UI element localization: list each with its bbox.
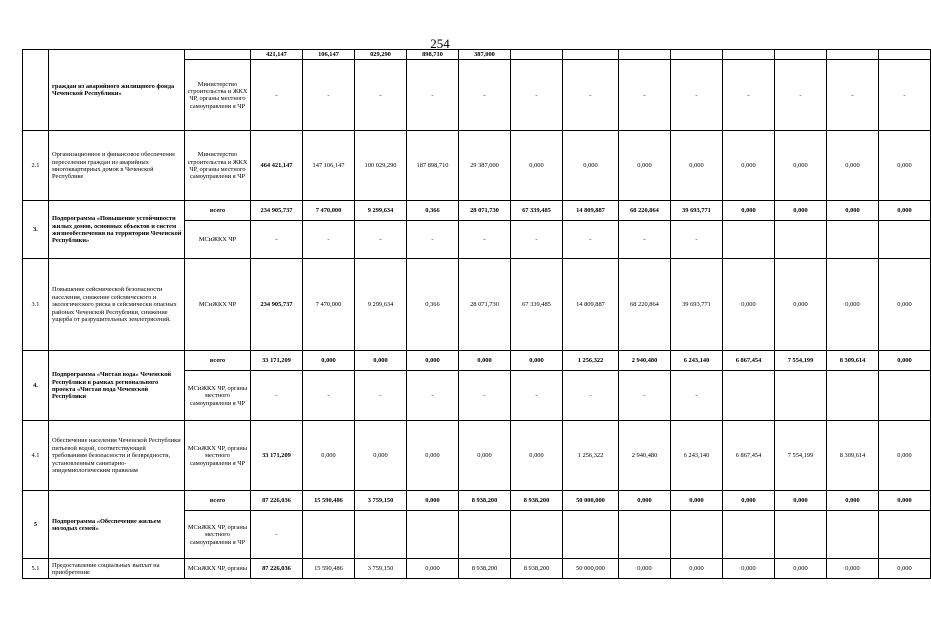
table-row <box>23 50 931 60</box>
value-cell: 0,000 <box>879 421 931 491</box>
value-cell: 2 940,480 <box>619 421 671 491</box>
value-cell: 234 905,737 <box>251 201 303 221</box>
value-cell: 0,000 <box>723 559 775 579</box>
subprogram-name-cell: Подпрограмма «Чистая вода» Чеченской Республики в рамках регионального проекта «Чистая вода Чеченской Республики <box>49 351 185 421</box>
executor-cell: МСиЖКХ ЧР, органы местного самоуправлени я ЧР <box>185 421 251 491</box>
value-cell: 3 759,150 <box>355 491 407 511</box>
value-cell: 8 309,614 <box>827 421 879 491</box>
activity-name-cell: Предоставление социальных выплат на приобретение <box>49 559 185 579</box>
executor-cell: МСиЖКХ ЧР, органы <box>185 559 251 579</box>
value-cell: 0,000 <box>511 131 563 201</box>
value-cell: 0,000 <box>303 351 355 371</box>
value-cell: 0,000 <box>619 559 671 579</box>
value-cell: 0,000 <box>827 201 879 221</box>
value-cell: 0,000 <box>879 131 931 201</box>
total-label-cell: всего <box>185 201 251 221</box>
value-cell <box>619 50 671 60</box>
activity-name-cell: Повышение сейсмической безопасности населения, снижение сейсмического и экологического риска в сейсмически опасных районах Чеченской Республики, снижение ущерба от разрушительных землетрясений. <box>49 259 185 351</box>
value-cell: 9 299,634 <box>355 259 407 351</box>
value-cell: 50 000,000 <box>563 491 619 511</box>
dash-cell: - <box>407 221 459 259</box>
row-number-cell: 2.1 <box>23 131 49 201</box>
value-cell: 7 554,199 <box>775 421 827 491</box>
value-cell: 3 759,150 <box>355 559 407 579</box>
value-cell: 0,000 <box>407 421 459 491</box>
value-cell: 464 421,147 <box>251 131 303 201</box>
value-cell: 898,710 <box>407 50 459 60</box>
value-cell: 7 470,000 <box>303 259 355 351</box>
value-cell <box>723 371 775 421</box>
value-cell <box>775 50 827 60</box>
value-cell <box>511 511 563 559</box>
dash-cell: - <box>511 221 563 259</box>
value-cell <box>723 221 775 259</box>
value-cell: 39 693,771 <box>671 201 723 221</box>
value-cell: 6 867,454 <box>723 421 775 491</box>
dash-cell: - <box>619 221 671 259</box>
executor-cell: МСиЖКХ ЧР, органы местного самоуправлени я ЧР <box>185 511 251 559</box>
value-cell <box>775 371 827 421</box>
value-cell <box>723 50 775 60</box>
dash-cell: - <box>303 371 355 421</box>
subprogram-name-cell: Подпрограмма «Обеспечение жильем молодых семей» <box>49 491 185 559</box>
value-cell: 0,000 <box>879 351 931 371</box>
value-cell: 0,000 <box>671 559 723 579</box>
value-cell: 50 000,000 <box>563 559 619 579</box>
dash-cell: - <box>563 221 619 259</box>
value-cell: 0,000 <box>827 491 879 511</box>
value-cell: 0,000 <box>511 351 563 371</box>
value-cell: 14 809,887 <box>563 201 619 221</box>
executor-cell: Министерство строительства и ЖКХ ЧР, органы местного самоуправлени я ЧР <box>185 60 251 131</box>
value-cell: 15 590,486 <box>303 559 355 579</box>
value-cell: 33 171,209 <box>251 421 303 491</box>
value-cell <box>827 50 879 60</box>
value-cell <box>879 511 931 559</box>
dash-cell: - <box>303 221 355 259</box>
value-cell: 029,290 <box>355 50 407 60</box>
value-cell: 0,000 <box>827 131 879 201</box>
dash-cell: - <box>459 371 511 421</box>
value-cell: 0,000 <box>723 131 775 201</box>
value-cell: 0,000 <box>827 559 879 579</box>
value-cell: 87 226,036 <box>251 559 303 579</box>
page-number: 254 <box>430 36 450 51</box>
value-cell: 68 220,864 <box>619 201 671 221</box>
value-cell: 0,000 <box>723 201 775 221</box>
value-cell: 67 339,485 <box>511 201 563 221</box>
dash-cell: - <box>407 371 459 421</box>
subprogram-name-cell: Подпрограмма «Повышение устойчивости жилых домов, основных объектов и систем жизнеобеспечения на территории Чеченской Республики» <box>49 201 185 259</box>
value-cell: 8 938,200 <box>511 559 563 579</box>
value-cell: 0,366 <box>407 201 459 221</box>
dash-cell: - <box>879 60 931 131</box>
value-cell: 0,000 <box>775 259 827 351</box>
value-cell: 0,000 <box>355 421 407 491</box>
executor-cell <box>185 50 251 60</box>
value-cell <box>827 511 879 559</box>
dash-cell: - <box>251 60 303 131</box>
dash-cell: - <box>671 221 723 259</box>
dash-cell: - <box>355 60 407 131</box>
value-cell <box>723 511 775 559</box>
value-cell: 0,000 <box>775 491 827 511</box>
row-number-cell: 3.1 <box>23 259 49 351</box>
value-cell: 8 309,614 <box>827 351 879 371</box>
dash-cell: - <box>251 371 303 421</box>
executor-cell: Министерство строительства и ЖКХ ЧР, органы местного самоуправлени я ЧР <box>185 131 251 201</box>
value-cell <box>879 221 931 259</box>
program-name-cell: граждан из аварийного жилищного фонда Чеченской Республики» <box>49 50 185 131</box>
value-cell <box>879 50 931 60</box>
value-cell <box>355 511 407 559</box>
budget-table <box>22 49 931 579</box>
value-cell <box>511 50 563 60</box>
value-cell: 0,000 <box>355 351 407 371</box>
value-cell: 9 299,634 <box>355 201 407 221</box>
value-cell: 87 226,036 <box>251 491 303 511</box>
value-cell <box>563 511 619 559</box>
dash-cell: - <box>303 60 355 131</box>
dash-cell: - <box>251 511 303 559</box>
value-cell: 0,000 <box>303 421 355 491</box>
value-cell: 0,000 <box>827 259 879 351</box>
value-cell: 234 905,737 <box>251 259 303 351</box>
value-cell: 0,000 <box>775 131 827 201</box>
dash-cell: - <box>827 60 879 131</box>
value-cell <box>775 511 827 559</box>
table-row <box>23 201 931 221</box>
value-cell: 0,000 <box>459 351 511 371</box>
dash-cell: - <box>251 221 303 259</box>
value-cell: 0,000 <box>459 421 511 491</box>
activity-name-cell: Обеспечение населения Чеченской Республики питьевой водой, соответствующей требованиям безопасности и безвредности, установленным санитарно-эпидемиологическим правилам <box>49 421 185 491</box>
value-cell: 0,000 <box>511 421 563 491</box>
value-cell: 2 940,480 <box>619 351 671 371</box>
dash-cell: - <box>511 60 563 131</box>
executor-cell: МСиЖКХ ЧР, органы местного самоуправлени я ЧР <box>185 371 251 421</box>
value-cell: 6 867,454 <box>723 351 775 371</box>
value-cell: 1 256,322 <box>563 351 619 371</box>
row-number-cell: 5.1 <box>23 559 49 579</box>
value-cell: 147 106,147 <box>303 131 355 201</box>
value-cell: 7 554,199 <box>775 351 827 371</box>
value-cell: 0,000 <box>407 491 459 511</box>
dash-cell: - <box>355 371 407 421</box>
row-number-cell: 5 <box>23 491 49 559</box>
value-cell: 100 029,290 <box>355 131 407 201</box>
row-number-cell <box>23 50 49 131</box>
dash-cell: - <box>775 60 827 131</box>
value-cell: 0,000 <box>619 491 671 511</box>
value-cell: 187 898,710 <box>407 131 459 201</box>
dash-cell: - <box>619 60 671 131</box>
value-cell: 387,000 <box>459 50 511 60</box>
value-cell <box>879 371 931 421</box>
dash-cell: - <box>671 60 723 131</box>
value-cell: 15 590,486 <box>303 491 355 511</box>
value-cell: 0,000 <box>879 491 931 511</box>
total-label-cell: всего <box>185 491 251 511</box>
value-cell: 0,000 <box>671 491 723 511</box>
value-cell: 0,000 <box>879 259 931 351</box>
table-row <box>23 559 931 579</box>
value-cell <box>563 50 619 60</box>
dash-cell: - <box>723 60 775 131</box>
row-number-cell: 4. <box>23 351 49 421</box>
value-cell: 7 470,000 <box>303 201 355 221</box>
dash-cell: - <box>619 371 671 421</box>
value-cell: 0,000 <box>619 131 671 201</box>
value-cell: 8 938,200 <box>459 559 511 579</box>
dash-cell: - <box>459 221 511 259</box>
value-cell: 28 071,730 <box>459 201 511 221</box>
table-row <box>23 259 931 351</box>
table-row <box>23 131 931 201</box>
value-cell <box>303 511 355 559</box>
dash-cell: - <box>563 371 619 421</box>
value-cell <box>459 511 511 559</box>
value-cell: 67 339,485 <box>511 259 563 351</box>
value-cell: 0,000 <box>671 131 723 201</box>
table-row <box>23 351 931 371</box>
value-cell: 0,000 <box>775 201 827 221</box>
value-cell: 39 693,771 <box>671 259 723 351</box>
dash-cell: - <box>355 221 407 259</box>
value-cell: 0,000 <box>775 559 827 579</box>
value-cell: 6 243,140 <box>671 421 723 491</box>
value-cell: 33 171,209 <box>251 351 303 371</box>
value-cell <box>775 221 827 259</box>
value-cell <box>671 511 723 559</box>
activity-name-cell: Организационное и финансовое обеспечение переселения граждан из аварийных многоквартирных домов в Чеченской Республике <box>49 131 185 201</box>
value-cell: 6 243,140 <box>671 351 723 371</box>
value-cell: 421,147 <box>251 50 303 60</box>
dash-cell: - <box>511 371 563 421</box>
dash-cell: - <box>407 60 459 131</box>
dash-cell: - <box>563 60 619 131</box>
value-cell <box>827 221 879 259</box>
value-cell: 14 809,887 <box>563 259 619 351</box>
value-cell <box>619 511 671 559</box>
value-cell: 0,000 <box>879 201 931 221</box>
table-row <box>23 491 931 511</box>
dash-cell: - <box>671 371 723 421</box>
row-number-cell: 3. <box>23 201 49 259</box>
value-cell: 29 387,000 <box>459 131 511 201</box>
executor-cell: МСиЖКХ ЧР <box>185 259 251 351</box>
value-cell: 0,000 <box>879 559 931 579</box>
value-cell: 0,000 <box>723 259 775 351</box>
value-cell <box>827 371 879 421</box>
value-cell: 8 938,200 <box>511 491 563 511</box>
dash-cell: - <box>459 60 511 131</box>
total-label-cell: всего <box>185 351 251 371</box>
executor-cell: МСиЖКХ ЧР <box>185 221 251 259</box>
value-cell: 106,147 <box>303 50 355 60</box>
value-cell: 0,000 <box>563 131 619 201</box>
value-cell: 0,000 <box>407 351 459 371</box>
value-cell: 8 938,200 <box>459 491 511 511</box>
table-row <box>23 421 931 491</box>
value-cell <box>671 50 723 60</box>
value-cell: 68 220,864 <box>619 259 671 351</box>
value-cell: 0,000 <box>407 559 459 579</box>
value-cell <box>407 511 459 559</box>
value-cell: 0,000 <box>723 491 775 511</box>
value-cell: 0,366 <box>407 259 459 351</box>
row-number-cell: 4.1 <box>23 421 49 491</box>
value-cell: 1 256,322 <box>563 421 619 491</box>
value-cell: 28 071,730 <box>459 259 511 351</box>
